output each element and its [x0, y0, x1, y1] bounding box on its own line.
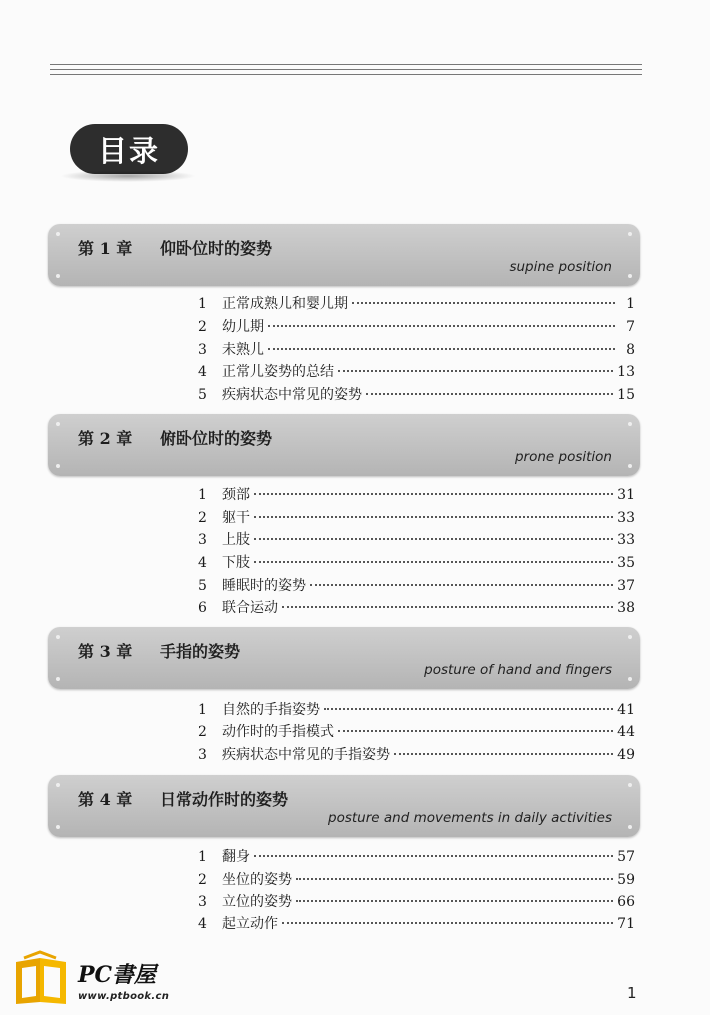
toc-entry[interactable]: [198, 384, 635, 406]
entry-index: 5: [198, 387, 207, 403]
chapter-title: 俯卧位时的姿势: [160, 429, 273, 448]
page-number: 1: [627, 984, 637, 1002]
dot-leader: [296, 878, 613, 880]
entry-label: 疾病状态中常见的手指姿势: [222, 747, 390, 763]
entry-label: 躯干: [222, 510, 250, 526]
entry-label: 正常成熟儿和婴儿期: [222, 296, 348, 312]
logo-name: PC書屋: [78, 962, 157, 988]
entry-label: 疾病状态中常见的姿势: [222, 387, 362, 403]
entry-page: 49: [617, 747, 635, 763]
dot-leader: [352, 302, 615, 304]
toc-entry[interactable]: [198, 552, 635, 574]
entry-label: 颈部: [222, 487, 250, 503]
entry-index: 4: [198, 916, 207, 932]
toc-entry[interactable]: [198, 744, 635, 766]
entry-index: 3: [198, 894, 207, 910]
header-rule: [50, 64, 642, 82]
entry-label: 联合运动: [222, 600, 278, 616]
dot-leader: [394, 753, 613, 755]
dot-leader: [338, 730, 613, 732]
entry-index: 1: [198, 702, 207, 718]
toc-entry[interactable]: [198, 913, 635, 935]
chapter-number: 第 1 章: [78, 239, 133, 258]
toc-entry[interactable]: [198, 699, 635, 721]
entry-index: 3: [198, 747, 207, 763]
entry-page: 13: [617, 364, 635, 380]
toc-heading-shadow: [60, 170, 196, 182]
entry-page: 33: [617, 532, 635, 548]
entry-label: 正常儿姿势的总结: [222, 364, 334, 380]
dot-leader: [366, 393, 613, 395]
entry-label: 动作时的手指模式: [222, 724, 334, 740]
toc-entry[interactable]: [198, 529, 635, 551]
entry-label: 坐位的姿势: [222, 872, 292, 888]
entry-label: 翻身: [222, 849, 250, 865]
dot-leader: [324, 708, 613, 710]
dot-leader: [254, 538, 613, 540]
dot-leader: [268, 325, 615, 327]
entry-label: 幼儿期: [222, 319, 264, 335]
toc-entry[interactable]: [198, 316, 635, 338]
toc-entry[interactable]: [198, 869, 635, 891]
entry-label: 下肢: [222, 555, 250, 571]
entry-page: 31: [617, 487, 635, 503]
entry-index: 1: [198, 849, 207, 865]
entry-page: 8: [626, 342, 635, 358]
toc-heading: 目录: [70, 124, 188, 174]
entry-page: 7: [626, 319, 635, 335]
chapter-banner-4: [48, 775, 640, 837]
chapter-english-title: prone position: [514, 449, 612, 465]
entry-label: 自然的手指姿势: [222, 702, 320, 718]
chapter-english-title: supine position: [509, 259, 612, 275]
toc-entry[interactable]: [198, 484, 635, 506]
entry-index: 3: [198, 532, 207, 548]
chapter-number: 第 2 章: [78, 429, 133, 448]
entry-page: 66: [617, 894, 635, 910]
dot-leader: [254, 516, 613, 518]
dot-leader: [254, 855, 613, 857]
entry-page: 57: [617, 849, 635, 865]
entry-page: 41: [617, 702, 635, 718]
toc-entry[interactable]: [198, 891, 635, 913]
chapter-title: 仰卧位时的姿势: [160, 239, 273, 258]
chapter-english-title: posture and movements in daily activities: [328, 810, 612, 826]
chapter-number: 第 3 章: [78, 642, 133, 661]
entry-page: 38: [617, 600, 635, 616]
entry-page: 44: [617, 724, 635, 740]
entry-page: 71: [617, 916, 635, 932]
entry-index: 5: [198, 578, 207, 594]
dot-leader: [282, 606, 613, 608]
toc-entry[interactable]: [198, 721, 635, 743]
dot-leader: [254, 561, 613, 563]
dot-leader: [268, 348, 615, 350]
entry-index: 1: [198, 296, 207, 312]
chapter-banner-2: [48, 414, 640, 476]
toc-entry[interactable]: [198, 339, 635, 361]
toc-entry[interactable]: [198, 293, 635, 315]
entry-label: 睡眠时的姿势: [222, 578, 306, 594]
toc-entry[interactable]: [198, 575, 635, 597]
entry-page: 59: [617, 872, 635, 888]
entry-index: 6: [198, 600, 207, 616]
dot-leader: [310, 584, 613, 586]
entry-index: 1: [198, 487, 207, 503]
chapter-title: 日常动作时的姿势: [160, 790, 289, 809]
entry-index: 3: [198, 342, 207, 358]
entry-label: 立位的姿势: [222, 894, 292, 910]
dot-leader: [254, 493, 613, 495]
entry-label: 上肢: [222, 532, 250, 548]
chapter-banner-1: [48, 224, 640, 286]
toc-entry[interactable]: [198, 361, 635, 383]
entry-page: 37: [617, 578, 635, 594]
dot-leader: [338, 370, 613, 372]
entry-index: 4: [198, 555, 207, 571]
entry-page: 33: [617, 510, 635, 526]
toc-entry[interactable]: [198, 597, 635, 619]
entry-page: 15: [617, 387, 635, 403]
chapter-english-title: posture of hand and fingers: [424, 662, 612, 678]
entry-index: 2: [198, 872, 207, 888]
chapter-number: 第 4 章: [78, 790, 133, 809]
toc-entry[interactable]: [198, 507, 635, 529]
entry-page: 35: [617, 555, 635, 571]
entry-index: 2: [198, 510, 207, 526]
entry-index: 2: [198, 724, 207, 740]
dot-leader: [296, 900, 613, 902]
dot-leader: [282, 922, 613, 924]
entry-label: 起立动作: [222, 916, 278, 932]
entry-index: 4: [198, 364, 207, 380]
chapter-title: 手指的姿势: [160, 642, 241, 661]
logo-url: www.ptbook.cn: [78, 991, 170, 1002]
entry-index: 2: [198, 319, 207, 335]
toc-entry[interactable]: [198, 846, 635, 868]
entry-label: 未熟儿: [222, 342, 264, 358]
chapter-banner-3: [48, 627, 640, 689]
entry-page: 1: [626, 296, 635, 312]
